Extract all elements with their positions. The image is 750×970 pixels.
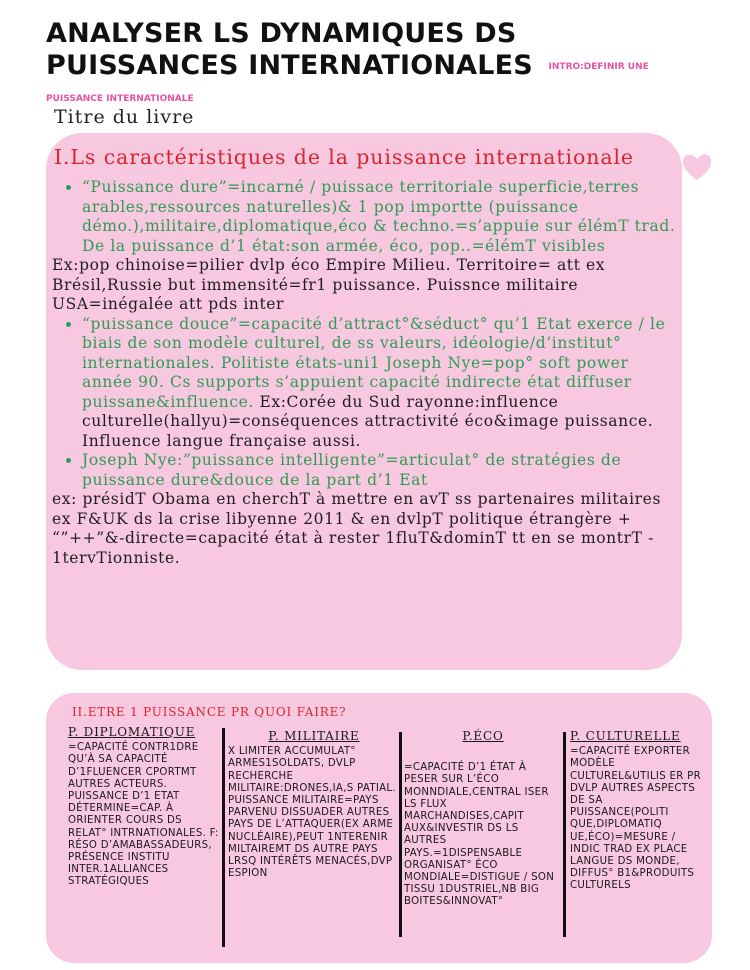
column-text: =CAPACITÉ CONTR1DRE QU’À SA CAPACITÉ D’1FLUENCER CPORTMT AUTRES ACTEURS. PUISSANCE D’1 ETAT DÉTERMINE=CAP. À ORIENTER COURS DS RELAT° INTRNATIONALES. F: RÉSO D’AMABASSADEURS, PRÉSENCE INSTITU INTER.1ALLIANCES STRATÉGIQUES: [68, 742, 219, 888]
book-title: Titre du livre: [54, 106, 195, 128]
column-text: =CAPACITÉ D’1 ÉTAT À PESER SUR L’ÉCO MONNDIALE,CENTRAL ISER LS FLUX MARCHANDISES,CAPIT AUX&INVESTIR DS LS AUTRES PAYS.=1DISPENSABLE ORGANISAT° ÉCO MONDIALE=DISTIGUE / SON TISSU 1DUSTRIEL,NB BIG BOITES&INNOVAT°: [404, 762, 555, 908]
column-title: P. CULTURELLE: [570, 729, 681, 743]
bullet-soft-power: [82, 315, 684, 452]
column-title: P. DIPLOMATIQUE: [68, 725, 196, 739]
column-eco: [404, 730, 562, 909]
bullet-hard-power: • “Puissance dure”=incarné / puissace territoriale superficie,terres arables,ressources naturelles)& 1 pop importte (puissance démo.),militaire,diplomatique,éco & techno.=s’appuie sur élémT trad. De la puissance d’1 état:son armée, éco, pop..=élémT visibles: [82, 178, 684, 256]
title-text: ANALYSER LS DYNAMIQUES DS PUISSANCES INTERNATIONALES: [46, 18, 533, 81]
column-divider: [222, 728, 225, 947]
section2-heading: II.ETRE 1 PUISSANCE PR QUOI FAIRE?: [72, 705, 347, 719]
soft-power-example: Ex:Corée du Sud rayonne:influence culturelle(hallyu)=conséquences attractivité éco&image puissance. Influence langue française aussi.: [82, 392, 654, 450]
column-diplomatique: [68, 726, 220, 889]
column-divider: [563, 732, 566, 937]
column-militaire: [228, 730, 400, 880]
column-divider: [399, 732, 402, 937]
column-text: X LIMITER ACCUMULAT° ARMES1SOLDATS, DVLP RECHERCHE MILITAIRE:DRONES,IA,S PATIAL. PUISSANCE MILITAIRE=PAYS PARVENU DISSUADER AUTRES PAYS DE L’ATTAQUER(EX ARME NUCLÉAIRE),PEUT 1NTERENIR MILTAIREMT DS AUTRE PAYS LRSQ INTÉRÊTS MENACÉS,DVP ESPION: [228, 746, 396, 880]
soft-power-text: “puissance douce”=capacité d’attract°&séduct° qu’1 Etat exerce / le biais de son modèle culturel, de ss valeurs, idéologie/d’institut° internationales. Politiste états-uni1 Joseph Nye=pop° soft power année 90. Cs supports s’appuient capacité indirecte état diffuser puissane&influence.: [82, 314, 666, 411]
section1-heading: I.Ls caractéristiques de la puissance internationale: [54, 145, 634, 169]
column-title: P. MILITAIRE: [268, 729, 360, 743]
section1-content: [52, 178, 684, 568]
example-smart-power: ex: présidT Obama en cherchT à mettre en avT ss partenaires militaires ex F&UK ds la crise libyenne 2011 & en dvlpT politique étrangère + “”++”&-directe=capacité état à rester 1fluT&dominT tt en se montrT - 1tervTionniste.: [52, 490, 661, 567]
bullet-smart-power: • Joseph Nye:”puissance intelligente”=articulat° de stratégies de puissance dure&douce de la part d’1 Eat: [82, 451, 684, 490]
column-title: P.ÉCO: [462, 729, 504, 743]
heart-icon: [680, 150, 714, 184]
example-hard-power: Ex:pop chinoise=pilier dvlp éco Empire Milieu. Territoire= att ex Brésil,Russie but immensité=fr1 puissance. Puissnce militaire USA=inégalée att pds inter: [52, 256, 606, 313]
column-text: =CAPACITÉ EXPORTER MODÈLE CULTUREL&UTILIS ER PR DVLP AUTRES ASPECTS DE SA PUISSANCE(POLITI QUE,DIPLOMATIQ UE,ÉCO)=MESURE / INDIC TRAD EX PLACE LANGUE DS MONDE, DIFFUS° B1&PRODUITS CULTURELS: [570, 746, 702, 892]
intro-label: INTRO:DEFINIR UNE PUISSANCE INTERNATIONALE: [46, 61, 649, 104]
column-culturelle: [570, 730, 704, 893]
page-title: [46, 18, 706, 115]
